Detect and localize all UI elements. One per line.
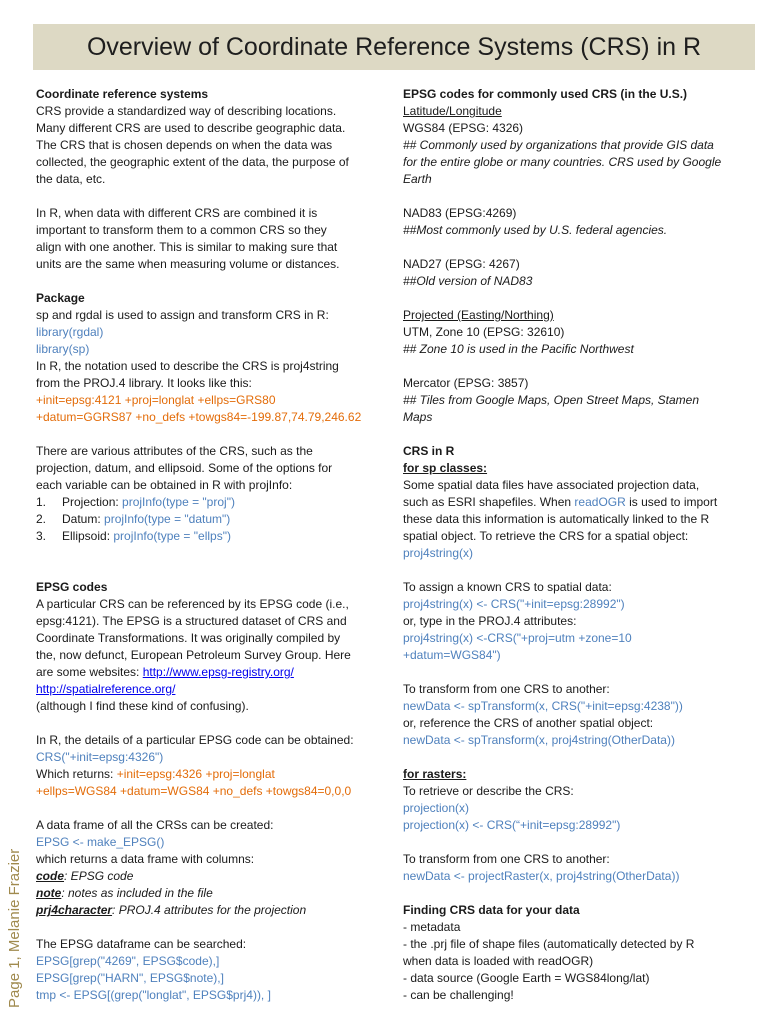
- crs-entry: NAD27 (EPSG: 4267): [403, 257, 520, 271]
- spacer: [36, 562, 386, 579]
- spacer: [403, 749, 759, 766]
- paragraph-line: which returns a data frame with columns:: [36, 852, 255, 866]
- paragraph-line: sp and rgdal is used to assign and transform CRS in R:: [36, 308, 329, 322]
- list-item: when data is loaded with readOGR): [403, 954, 594, 968]
- paragraph-line: or, reference the CRS of another spatial object:: [403, 716, 654, 730]
- spacer: [36, 426, 386, 443]
- paragraph-line: the, now defunct, European Petroleum Survey Group. Here: [36, 648, 351, 662]
- spacer: [403, 426, 759, 443]
- section-heading-common-epsg: EPSG codes for commonly used CRS (in the U.S.): [403, 87, 688, 101]
- paragraph-line: epsg:4121). The EPSG is a structured dataset of CRS and: [36, 614, 347, 628]
- spacer: [403, 664, 759, 681]
- paragraph-line: The CRS that is chosen depends on when the data was: [36, 138, 333, 152]
- crs-entry: Mercator (EPSG: 3857): [403, 376, 529, 390]
- code-line: CRS("+init=epsg:4326"): [36, 750, 164, 764]
- column-desc: note: notes as included in the file: [36, 886, 213, 900]
- paragraph-line: There are various attributes of the CRS, such as the: [36, 444, 313, 458]
- proj4-string-line: +datum=GGRS87 +no_defs +towgs84=-199.87,74.79,246.62: [36, 410, 362, 424]
- crs-note: for the entire globe or many countries. CRS used by Google: [403, 155, 722, 169]
- code-line: library(rgdal): [36, 325, 104, 339]
- crs-entry: WGS84 (EPSG: 4326): [403, 121, 524, 135]
- paragraph-line: spatial object. To retrieve the CRS for a spatial object:: [403, 529, 689, 543]
- spacer: [403, 885, 759, 902]
- paragraph-line: A data frame of all the CRSs can be created:: [36, 818, 274, 832]
- paragraph-line: these data this information is automatically linked to the R: [403, 512, 710, 526]
- spacer: [36, 800, 386, 817]
- code-line: +datum=WGS84"): [403, 648, 501, 662]
- column-desc: code: EPSG code: [36, 869, 134, 883]
- side-page-label: Page 1, Melanie Frazier: [6, 848, 23, 1008]
- paragraph-line: collected, the geographic extent of the data, the purpose of: [36, 155, 349, 169]
- subheading-rasters: for rasters:: [403, 767, 467, 781]
- spacer: [36, 545, 386, 562]
- code-line: EPSG <- make_EPSG(): [36, 835, 165, 849]
- crs-entry: NAD83 (EPSG:4269): [403, 206, 517, 220]
- paragraph-line: [36, 681, 386, 698]
- paragraph-line: Some spatial data files have associated projection data,: [403, 478, 700, 492]
- paragraph-line: units are the same when measuring volume or distances.: [36, 257, 340, 271]
- paragraph-line: are some websites: http://www.epsg-registry.org/: [36, 665, 294, 679]
- code-line: proj4string(x) <- CRS("+init=epsg:28992"): [403, 597, 625, 611]
- subheading-projected: Projected (Easting/Northing): [403, 308, 554, 322]
- paragraph-line: each variable can be obtained in R with projInfo:: [36, 478, 293, 492]
- spacer: [403, 358, 759, 375]
- spacer: [403, 290, 759, 307]
- proj4-string-line: +init=epsg:4121 +proj=longlat +ellps=GRS80: [36, 393, 276, 407]
- paragraph-line: To assign a known CRS to spatial data:: [403, 580, 612, 594]
- code-line: proj4string(x) <-CRS("+proj=utm +zone=10: [403, 631, 632, 645]
- list-item: 2. Datum: projInfo(type = "datum"): [36, 512, 231, 526]
- paragraph-line: Coordinate Transformations. It was originally compiled by: [36, 631, 341, 645]
- right-column: [403, 86, 759, 1004]
- list-item: - data source (Google Earth = WGS84long/lat): [403, 971, 650, 985]
- crs-note: Maps: [403, 410, 433, 424]
- page-title: Overview of Coordinate Reference Systems (CRS) in R: [86, 32, 702, 61]
- paragraph-line: or, type in the PROJ.4 attributes:: [403, 614, 577, 628]
- paragraph-line: In R, when data with different CRS are combined it is: [36, 206, 318, 220]
- paragraph-line: In R, the details of a particular EPSG code can be obtained:: [36, 733, 354, 747]
- code-line: proj4string(x): [403, 546, 474, 560]
- spacer: [403, 562, 759, 579]
- paragraph-line: the data, etc.: [36, 172, 106, 186]
- paragraph-line: The EPSG dataframe can be searched:: [36, 937, 247, 951]
- crs-entry: UTM, Zone 10 (EPSG: 32610): [403, 325, 565, 339]
- list-item: - the .prj file of shape files (automatically detected by R: [403, 937, 695, 951]
- code-line: newData <- spTransform(x, proj4string(OtherData)): [403, 733, 675, 747]
- left-column: [36, 86, 386, 1004]
- paragraph-line: important to transform them to a common CRS so they: [36, 223, 327, 237]
- list-item: 3. Ellipsoid: projInfo(type = "ellps"): [36, 529, 231, 543]
- title-banner: [33, 24, 755, 70]
- code-line: newData <- spTransform(x, CRS("+init=epsg:4238")): [403, 699, 683, 713]
- spacer: [36, 715, 386, 732]
- list-item: - metadata: [403, 920, 461, 934]
- paragraph-line: To transform from one CRS to another:: [403, 682, 610, 696]
- section-heading-package: Package: [36, 291, 85, 305]
- spacer: [36, 919, 386, 936]
- crs-note: ##Old version of NAD83: [403, 274, 533, 288]
- code-line: newData <- projectRaster(x, proj4string(OtherData)): [403, 869, 680, 883]
- section-heading-crs: Coordinate reference systems: [36, 87, 209, 101]
- section-heading-crs-in-r: CRS in R: [403, 444, 455, 458]
- section-heading-finding-crs: Finding CRS data for your data: [403, 903, 580, 917]
- code-line: tmp <- EPSG[(grep("longlat", EPSG$prj4)), ]: [36, 988, 271, 1002]
- crs-note: ##Most commonly used by U.S. federal agencies.: [403, 223, 668, 237]
- paragraph-line: Which returns: +init=epsg:4326 +proj=longlat: [36, 767, 275, 781]
- column-desc: prj4character: PROJ.4 attributes for the projection: [36, 903, 307, 917]
- paragraph-line: In R, the notation used to describe the CRS is proj4string: [36, 359, 339, 373]
- paragraph-line: (although I find these kind of confusing).: [36, 699, 249, 713]
- crs-note: Earth: [403, 172, 432, 186]
- list-item: - can be challenging!: [403, 988, 514, 1002]
- subheading-latlong: Latitude/Longitude: [403, 104, 502, 118]
- crs-note: ## Commonly used by organizations that provide GIS data: [403, 138, 714, 152]
- spacer: [403, 239, 759, 256]
- list-item: 1. Projection: projInfo(type = "proj"): [36, 495, 235, 509]
- code-line: projection(x) <- CRS(“+init=epsg:28992"): [403, 818, 621, 832]
- crs-note: ## Tiles from Google Maps, Open Street Maps, Stamen: [403, 393, 700, 407]
- paragraph-line: align with one another. This is similar to making sure that: [36, 240, 338, 254]
- code-line: projection(x): [403, 801, 470, 815]
- spacer: [36, 273, 386, 290]
- subheading-sp-classes: for sp classes:: [403, 461, 488, 475]
- code-line: EPSG[grep("HARN", EPSG$note),]: [36, 971, 224, 985]
- paragraph-line: To transform from one CRS to another:: [403, 852, 610, 866]
- paragraph-line: from the PROJ.4 library. It looks like this:: [36, 376, 252, 390]
- paragraph-line: projection, datum, and ellipsoid. Some of the options for: [36, 461, 333, 475]
- link-epsg-registry[interactable]: http://www.epsg-registry.org/: [142, 665, 294, 679]
- paragraph-line: A particular CRS can be referenced by its EPSG code (i.e.,: [36, 597, 349, 611]
- spacer: [403, 188, 759, 205]
- paragraph-line: Many different CRS are used to describe geographic data.: [36, 121, 346, 135]
- spacer: [403, 834, 759, 851]
- paragraph-line: To retrieve or describe the CRS:: [403, 784, 574, 798]
- code-line: EPSG[grep("4269", EPSG$code),]: [36, 954, 220, 968]
- proj4-string-line: +ellps=WGS84 +datum=WGS84 +no_defs +towgs84=0,0,0: [36, 784, 352, 798]
- section-heading-epsg: EPSG codes: [36, 580, 108, 594]
- spacer: [36, 188, 386, 205]
- code-line: library(sp): [36, 342, 90, 356]
- paragraph-line: such as ESRI shapefiles. When readOGR is used to import: [403, 495, 718, 509]
- paragraph-line: CRS provide a standardized way of describing locations.: [36, 104, 337, 118]
- crs-note: ## Zone 10 is used in the Pacific Northwest: [403, 342, 634, 356]
- link-spatialreference[interactable]: http://spatialreference.org/: [36, 682, 176, 696]
